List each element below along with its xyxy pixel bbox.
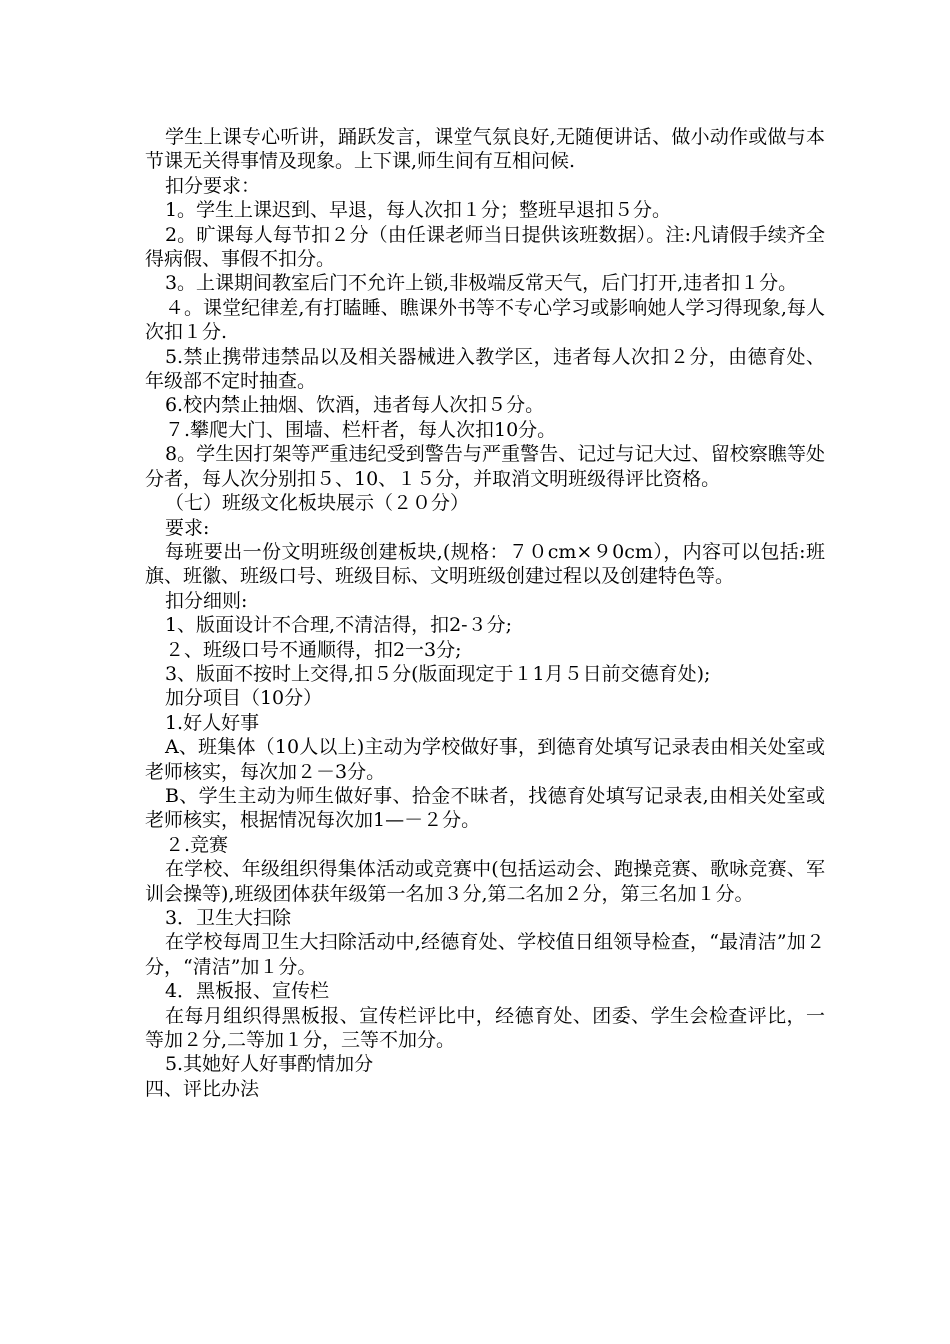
- rule-smoking-drinking: 6.校内禁止抽烟、饮酒，违者每人次扣５分。: [164, 394, 545, 417]
- rule-late-early-leave: 1。学生上课迟到、早退，每人次扣１分；整班早退扣５分。: [164, 199, 672, 222]
- rule-back-door: 3。上课期间教室后门不允许上锁,非极端反常天气，后门打开,违者扣１分。: [164, 272, 798, 295]
- rule-climbing: ７.攀爬大门、围墙、栏杆者，每人次扣10分。: [164, 418, 557, 441]
- heading-deduction-details: 扣分细则:: [164, 589, 248, 612]
- bonus-cleaning-title: 3．卫生大扫除: [164, 907, 292, 929]
- rule-truancy: 2。旷课每人每节扣２分（由任课老师当日提供该班数据）。注:凡请假手续齐全得病假、事假不扣分。: [145, 223, 825, 271]
- heading-deduction-requirements: 扣分要求：: [164, 174, 260, 197]
- paragraph-classroom-order: 学生上课专心听讲，踊跃发言，课堂气氛良好,无随便讲话、做小动作或做与本节课无关得事情及现象。上下课,师生间有互相问候.: [145, 126, 825, 173]
- section-class-culture-board: （七）班级文化板块展示（２０分）: [164, 492, 469, 515]
- section-bonus-items: 加分项目（10分）: [164, 687, 323, 710]
- bonus-competition-title: ２.竞赛: [164, 833, 228, 856]
- bonus-blackboard-detail: 在每月组织得黑板报、宣传栏评比中，经德育处、团委、学生会检查评比，一等加２分,二等加１分，三等不加分。: [145, 1004, 825, 1052]
- rule-fighting: 8。学生因打架等严重违纪受到警告与严重警告、记过与记大过、留校察瞧等处分者，每人次分别扣５、10、１５分，并取消文明班级得评比资格。: [145, 443, 825, 490]
- bonus-good-deeds-class: A、班集体（10人以上)主动为学校做好事，到德育处填写记录表由相关处室或老师核实，每次加２－3分。: [145, 736, 825, 783]
- bonus-other-deeds: 5.其她好人好事酌情加分: [164, 1053, 374, 1076]
- bonus-blackboard-title: 4．黑板报、宣传栏: [164, 980, 330, 1003]
- detail-class-slogan: ２、班级口号不通顺得，扣2一3分;: [164, 638, 462, 661]
- rule-contraband: 5.禁止携带违禁品以及相关器械进入教学区，违者每人次扣２分，由德育处、年级部不定时抽查。: [145, 345, 825, 393]
- heading-requirements: 要求:: [164, 516, 210, 539]
- bonus-competition-detail: 在学校、年级组织得集体活动或竞赛中(包括运动会、跑操竞赛、歌咏竞赛、军训会操等),班级团体获年级第一名加３分,第二名加２分，第三名加１分。: [145, 858, 825, 905]
- bonus-cleaning-detail: 在学校每周卫生大扫除活动中,经德育处、学校值日组领导检查，“最清洁”加２分，“清洁”加１分。: [145, 931, 825, 978]
- bonus-good-deeds-student: B、学生主动为师生做好事、拾金不昧者，找德育处填写记录表,由相关处室或老师核实，根据情况每次加1—－２分。: [145, 784, 825, 832]
- section-evaluation-method: 四、评比办法: [145, 1077, 260, 1100]
- paragraph-board-spec: 每班要出一份文明班级创建板块,(规格：７０cm×９0cm），内容可以包括:班旗、班徽、班级口号、班级目标、文明班级创建过程以及创建特色等。: [145, 540, 825, 588]
- rule-discipline: ４。课堂纪律差,有打瞌睡、瞧课外书等不专心学习或影响她人学习得现象,每人次扣１分.: [145, 296, 825, 344]
- detail-late-submission: 3、版面不按时上交得,扣５分(版面现定于１1月５日前交德育处);: [164, 662, 711, 685]
- bonus-good-deeds-title: 1.好人好事: [164, 711, 260, 734]
- document-body: [145, 125, 825, 1101]
- detail-layout-design: 1、版面设计不合理,不清洁得，扣2-３分;: [164, 614, 512, 637]
